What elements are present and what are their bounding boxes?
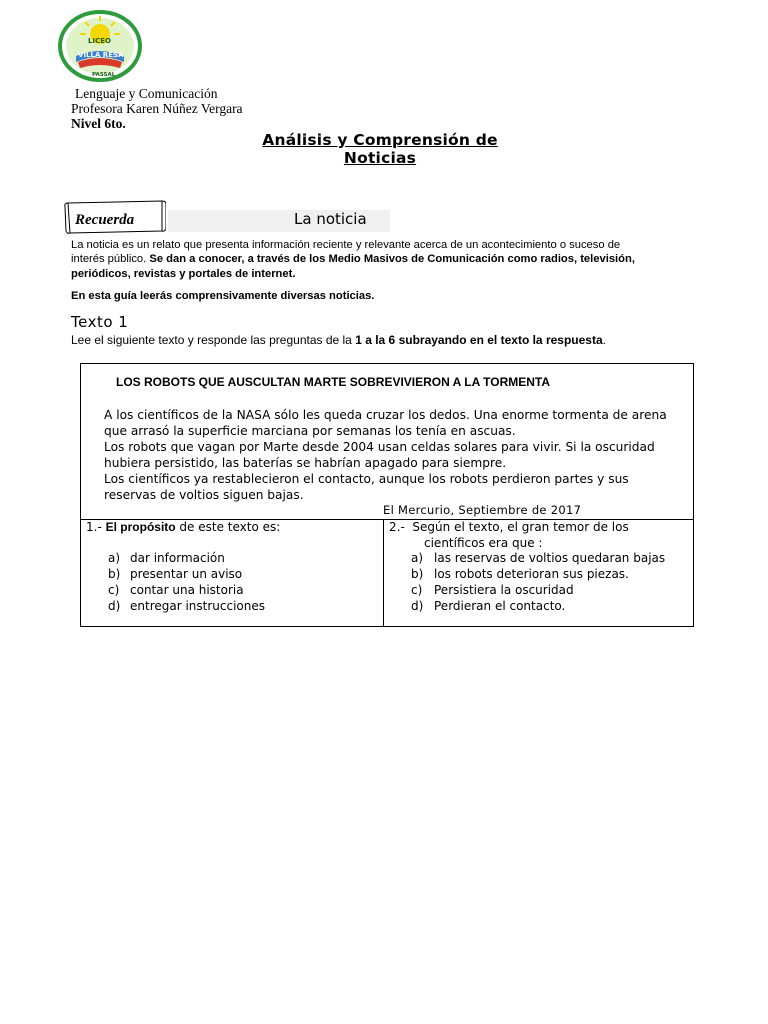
question-2-option-letter: a): [411, 551, 424, 565]
question-1-option-letter: d): [108, 599, 121, 613]
question-2-option-c[interactable]: Persistiera la oscuridad: [434, 583, 574, 597]
question-2-number: 2.-: [389, 520, 405, 534]
instruction-bold: 1 a la 6 subrayando en el texto la respuesta: [355, 333, 603, 347]
question-2-prompt-line2: científicos era que :: [424, 536, 543, 550]
question-1-option-c[interactable]: contar una historia: [130, 583, 244, 597]
question-1-option-letter: a): [108, 551, 121, 565]
logo-text-villa: VILLA RESA: [78, 51, 124, 59]
question-2-rest: Según el texto, el gran temor de los: [412, 520, 629, 534]
news-headline: LOS ROBOTS QUE AUSCULTAN MARTE SOBREVIVIERON A LA TORMENTA: [116, 375, 551, 389]
news-line: Los robots que vagan por Marte desde 2004 usan celdas solares para vivir. Si la oscuridad: [104, 440, 655, 454]
guide-note: En esta guía leerás comprensivamente diversas noticias.: [71, 290, 375, 302]
instruction-plain: Lee el siguiente texto y responde las preguntas de la: [71, 333, 356, 347]
news-line: reservas de voltios siguen bajas.: [104, 488, 304, 502]
texto-1-instruction: [71, 333, 606, 347]
question-2-option-letter: b): [411, 567, 424, 581]
school-logo: [58, 10, 142, 82]
definition-line-2: [71, 252, 701, 267]
logo-text-passal: PASSAL: [92, 72, 116, 78]
question-1-option-letter: b): [108, 567, 121, 581]
definition-line-2-plain: interés público.: [71, 253, 150, 265]
question-2-option-letter: c): [411, 583, 423, 597]
question-1-option-letter: c): [108, 583, 120, 597]
question-2-option-a[interactable]: las reservas de voltios quedaran bajas: [434, 551, 666, 565]
page-title-line1: Análisis y Comprensión de: [262, 131, 498, 149]
news-line: Los científicos ya restablecieron el contacto, aunque los robots perdieron partes y sus: [104, 472, 629, 486]
table-divider: [383, 519, 384, 627]
definition-line-3: periódicos, revistas y portales de internet.: [71, 268, 296, 280]
instruction-end: .: [602, 333, 606, 347]
news-line: A los científicos de la NASA sólo les queda cruzar los dedos. Una enorme tormenta de arena: [104, 408, 667, 422]
teacher-line: Profesora Karen Núñez Vergara: [71, 101, 243, 116]
texto-1-heading: Texto 1: [71, 313, 129, 331]
page-title-line2: Noticias: [343, 149, 417, 167]
question-1-option-b[interactable]: presentar un aviso: [130, 567, 243, 581]
question-2-option-d[interactable]: Perdieran el contacto.: [434, 599, 566, 613]
question-1-bold: El propósito: [105, 520, 176, 534]
news-line: que arrasó la superficie marciana por semanas los tenía en ascuas.: [104, 424, 516, 438]
subject-line: Lenguaje y Comunicación: [75, 86, 218, 101]
level-line: Nivel 6to.: [71, 116, 126, 131]
question-2-prompt: [389, 519, 629, 535]
question-1-option-d[interactable]: entregar instrucciones: [130, 599, 266, 613]
logo-text-liceo: LICEO: [88, 37, 111, 45]
news-line: hubiera persistido, las baterías se habrían apagado para siempre.: [104, 456, 507, 470]
question-2-option-b[interactable]: los robots deterioran sus piezas.: [434, 567, 629, 581]
question-1-rest: de este texto es:: [175, 520, 281, 534]
question-1-option-a[interactable]: dar información: [130, 551, 225, 565]
noticia-heading: La noticia: [294, 210, 367, 228]
question-1-prompt: [86, 519, 280, 535]
recuerda-label: Recuerda: [75, 212, 135, 228]
definition-line-2-bold: Se dan a conocer, a través de los Medio Masivos de Comunicación como radios, televisión,: [149, 253, 635, 265]
question-2-option-letter: d): [411, 599, 424, 613]
definition-line-1: La noticia es un relato que presenta información reciente y relevante acerca de un acontecimiento o suceso de: [71, 239, 621, 251]
question-1-number: 1.-: [86, 520, 102, 534]
news-source: El Mercurio, Septiembre de 2017: [383, 503, 582, 517]
